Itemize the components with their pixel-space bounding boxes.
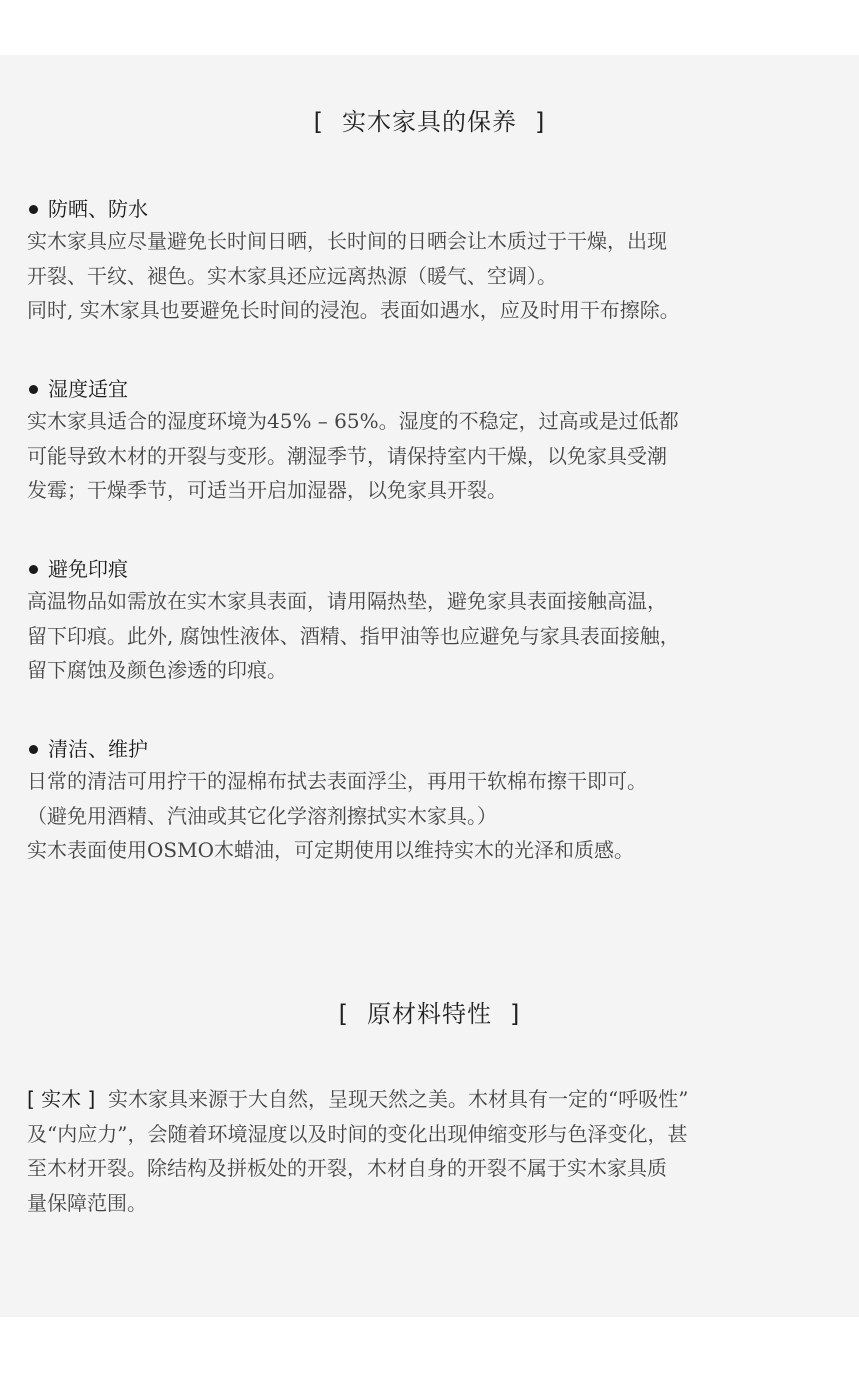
care-item-humidity xyxy=(27,374,837,508)
care-item-line: 可能导致木材的开裂与变形。潮湿季节，请保持室内干燥，以免家具受潮 xyxy=(27,443,667,468)
care-section-title xyxy=(0,106,859,138)
care-item-line: 实木家具适合的湿度环境为45% – 65%。湿度的不稳定，过高或是过低都 xyxy=(27,409,679,433)
care-item-line: 实木家具应尽量避免长时间日晒，长时间的日晒会让木质过于干燥，出现 xyxy=(27,229,667,253)
care-item-heading xyxy=(27,734,837,764)
material-section-title xyxy=(0,998,859,1030)
care-item-line: 留下腐蚀及颜色渗透的印痕。 xyxy=(27,658,287,682)
care-item-heading-text: 防晒、防水 xyxy=(48,197,148,221)
care-item-line: （避免用酒精、汽油或其它化学溶剂擦拭实木家具。） xyxy=(27,803,497,828)
care-item-line: 发霉；干燥季节，可适当开启加湿器，以免家具开裂。 xyxy=(27,478,507,502)
care-item-heading-text: 清洁、维护 xyxy=(48,737,148,761)
care-title-text: 实木家具的保养 xyxy=(342,108,517,136)
bullet-icon xyxy=(29,565,38,574)
care-item-line: 开裂、干纹、褪色。实木家具还应远离热源（暖气、空调）。 xyxy=(27,263,557,288)
care-item-heading xyxy=(27,374,837,404)
care-item-line: 日常的清洁可用拧干的湿棉布拭去表面浮尘，再用干软棉布擦干即可。 xyxy=(27,769,647,793)
material-line: 量保障范围。 xyxy=(27,1190,147,1215)
care-item-heading xyxy=(27,554,837,584)
title-bracket-close: ] xyxy=(535,108,546,136)
care-item-cleaning xyxy=(27,734,837,868)
material-label: [ 实木 ] xyxy=(27,1087,96,1111)
title-bracket-open: [ xyxy=(338,1000,349,1028)
bullet-icon xyxy=(29,745,38,754)
bullet-icon xyxy=(29,205,38,214)
material-line: 及“内应力”，会随着环境湿度以及时间的变化出现伸缩变形与色泽变化，甚 xyxy=(27,1121,688,1146)
title-bracket-close: ] xyxy=(510,1000,521,1028)
material-line-text: 实木家具来源于大自然，呈现天然之美。木材具有一定的“呼吸性” xyxy=(108,1087,689,1111)
care-item-line: 高温物品如需放在实木家具表面，请用隔热垫，避免家具表面接触高温， xyxy=(27,589,667,613)
title-bracket-open: [ xyxy=(313,108,324,136)
material-line xyxy=(27,1082,837,1117)
material-line: 至木材开裂。除结构及拼板处的开裂，木材自身的开裂不属于实木家具质 xyxy=(27,1156,667,1180)
bullet-icon xyxy=(29,385,38,394)
material-title-text: 原材料特性 xyxy=(367,1000,492,1028)
care-item-line: 同时, 实木家具也要避免长时间的浸泡。表面如遇水，应及时用干布擦除。 xyxy=(27,298,680,322)
care-item-line: 实木表面使用OSMO木蜡油，可定期使用以维持实木的光泽和质感。 xyxy=(27,838,634,862)
care-item-heading-text: 避免印痕 xyxy=(48,557,128,581)
material-paragraph xyxy=(27,1082,837,1220)
care-item-marks xyxy=(27,554,837,688)
care-item-heading xyxy=(27,194,837,224)
care-item-heading-text: 湿度适宜 xyxy=(48,377,128,401)
care-item-sun-water xyxy=(27,194,837,328)
care-item-line: 留下印痕。此外, 腐蚀性液体、酒精、指甲油等也应避免与家具表面接触， xyxy=(27,623,680,648)
